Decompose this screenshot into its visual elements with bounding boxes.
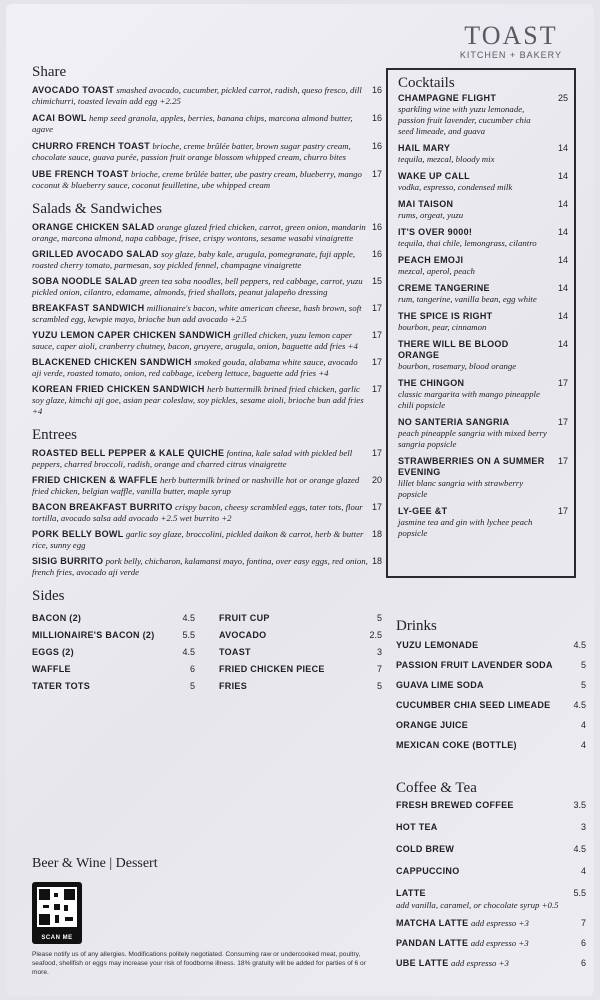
item-price: 17 <box>371 303 382 313</box>
item-price: 17 <box>371 357 382 367</box>
item-desc: add espresso +3 <box>470 938 529 948</box>
cocktail-item <box>398 255 568 277</box>
entrees-list <box>32 448 382 578</box>
item-name: SOBA NOODLE SALAD <box>32 276 138 286</box>
item-name: YUZU LEMONADE <box>396 640 479 650</box>
item-name: PANDAN LATTE <box>396 938 469 948</box>
item-price: 14 <box>557 339 568 349</box>
item-name: CAPPUCCINO <box>396 866 460 876</box>
side-name: BACON (2) <box>32 612 82 623</box>
item-price: 14 <box>557 171 568 181</box>
beer-wine-dessert-heading: Beer & Wine | Dessert <box>32 856 158 871</box>
side-name: MILLIONAIRE'S BACON (2) <box>32 629 155 640</box>
side-price: 4.5 <box>182 612 195 623</box>
side-price: 5.5 <box>182 629 195 640</box>
menu-item <box>32 303 382 325</box>
side-item <box>32 609 195 626</box>
item-name: LATTE <box>396 888 426 898</box>
item-desc: herb buttermilk brined fried chicken, garlic soy glaze, kimchi aji goe, asian pear coleslaw, soy pickles, sesame aioli, brioche bun add fries +4 <box>32 384 364 416</box>
drink-item <box>396 639 586 651</box>
item-name: SISIG BURRITO <box>32 556 104 566</box>
item-price: 15 <box>371 276 382 286</box>
item-name: GUAVA LIME SODA <box>396 680 484 690</box>
side-item <box>219 677 382 694</box>
side-price: 5 <box>376 680 382 691</box>
menu-item <box>32 169 382 191</box>
item-price: 16 <box>371 113 382 123</box>
left-column <box>32 64 382 694</box>
item-desc: jasmine tea and gin with lychee peach popsicle <box>398 517 533 538</box>
item-desc: smoked gouda, alabama white sauce, avocado aji verde, roasted tomato, onion, red cabbage, iceberg lettuce, baguette add fries +4 <box>32 357 358 378</box>
item-price: 17 <box>371 448 382 458</box>
item-name: FRIED CHICKEN & WAFFLE <box>32 475 158 485</box>
item-name: UBE FRENCH TOAST <box>32 169 129 179</box>
menu-item <box>32 529 382 551</box>
item-desc: herb buttermilk brined or nashville hot or orange glazed fried chicken, belgian waffle, vanilla butter, maple syrup <box>32 475 360 496</box>
coffee-section <box>396 780 586 969</box>
scan-me-label: SCAN ME <box>41 935 73 941</box>
item-desc: brioche, creme brûlée batter, ube pastry cream, blueberry, mango coconut & blueberry sauce, coconut feuilletine, ube whipped cream <box>32 169 362 190</box>
item-name: YUZU LEMON CAPER CHICKEN SANDWICH <box>32 330 231 340</box>
item-name: CUCUMBER CHIA SEED LIMEADE <box>396 700 551 710</box>
item-price: 4 <box>580 866 586 876</box>
side-name: FRIES <box>219 680 248 691</box>
item-price: 5 <box>580 660 586 670</box>
item-name: UBE LATTE <box>396 958 449 968</box>
item-desc: hemp seed granola, apples, berries, banana chips, marcona almond butter, agave <box>32 113 353 134</box>
item-desc: millionaire's bacon, white american cheese, hash brown, soft scrambled egg, kewpie mayo, brioche bun add avocado +2.5 <box>32 303 362 324</box>
item-name: CHAMPAGNE FLIGHT <box>398 93 497 103</box>
coffee-item <box>396 957 586 969</box>
side-item <box>32 626 195 643</box>
logo <box>460 22 562 60</box>
item-name: PORK BELLY BOWL <box>32 529 124 539</box>
side-item <box>219 626 382 643</box>
menu-item <box>32 276 382 298</box>
item-price: 17 <box>557 506 568 516</box>
item-price: 14 <box>557 255 568 265</box>
item-desc: pork belly, chicharon, kalamansi mayo, fontina, over easy eggs, red onion, french fries, avocado aji verde <box>32 556 368 577</box>
share-list <box>32 85 382 191</box>
drink-item <box>396 719 586 731</box>
item-name: HOT TEA <box>396 822 438 832</box>
menu-item <box>32 330 382 352</box>
cocktail-item <box>398 171 568 193</box>
item-name: IT'S OVER 9000! <box>398 227 473 237</box>
item-name: HAIL MARY <box>398 143 451 153</box>
item-name: ROASTED BELL PEPPER & KALE QUICHE <box>32 448 225 458</box>
menu-item <box>32 113 382 135</box>
side-name: TATER TOTS <box>32 680 90 691</box>
item-price: 25 <box>557 93 568 103</box>
item-desc: rum, tangerine, vanilla bean, egg white <box>398 294 537 304</box>
coffee-item <box>396 937 586 949</box>
cocktail-item <box>398 339 568 372</box>
coffee-item <box>396 799 586 811</box>
menu-item <box>32 556 382 578</box>
menu-page <box>6 4 594 996</box>
side-name: TOAST <box>219 646 251 657</box>
item-desc: garlic soy glaze, broccolini, pickled daikon & carrot, herb & butter rice, sunny egg <box>32 529 364 550</box>
side-name: AVOCADO <box>219 629 267 640</box>
qr-code-icon <box>37 887 77 927</box>
cocktail-item <box>398 456 568 500</box>
coffee-item <box>396 917 586 929</box>
item-price: 17 <box>371 502 382 512</box>
item-desc: tequila, mezcal, bloody mix <box>398 154 495 164</box>
item-desc: fontina, kale salad with pickled bell peppers, charred broccoli, radish, orange and charred citrus vinaigrette <box>32 448 353 469</box>
item-desc: add espresso +3 <box>451 958 509 968</box>
item-desc: vodka, espresso, condensed milk <box>398 182 513 192</box>
item-name: CREME TANGERINE <box>398 283 490 293</box>
side-price: 5 <box>189 680 195 691</box>
item-name: LY-GEE &T <box>398 506 448 516</box>
item-price: 4.5 <box>573 700 586 710</box>
item-desc: brioche, creme brûlée batter, brown sugar pastry cream, chocolate sauce, guava purée, passion fruit orange blossom whipped cream, churro bites <box>32 141 351 162</box>
section-title-drinks: Drinks <box>396 618 437 634</box>
item-price: 3.5 <box>573 800 586 810</box>
item-price: 3 <box>580 822 586 832</box>
item-price: 17 <box>371 384 382 394</box>
item-name: THE CHINGON <box>398 378 465 388</box>
item-desc: rums, orgeat, yuzu <box>398 210 464 220</box>
side-price: 4.5 <box>182 646 195 657</box>
item-name: PEACH EMOJI <box>398 255 464 265</box>
item-desc: bourbon, rosemary, blood orange <box>398 361 517 371</box>
side-name: FRIED CHICKEN PIECE <box>219 663 325 674</box>
section-title-salads: Salads & Sandwiches <box>32 201 162 217</box>
item-name: CHURRO FRENCH TOAST <box>32 141 151 151</box>
qr-code-button[interactable] <box>32 882 82 944</box>
drink-item <box>396 739 586 751</box>
item-price: 17 <box>371 330 382 340</box>
item-desc: mezcal, aperol, peach <box>398 266 475 276</box>
item-desc: add vanilla, caramel, or chocolate syrup +0.5 <box>396 900 559 910</box>
item-price: 4 <box>580 720 586 730</box>
side-item <box>219 643 382 660</box>
item-price: 17 <box>557 456 568 466</box>
menu-item <box>32 448 382 470</box>
item-desc: lillet blanc sangria with strawberry popsicle <box>398 478 524 499</box>
item-price: 5 <box>580 680 586 690</box>
menu-item <box>32 141 382 163</box>
coffee-item <box>396 821 586 833</box>
item-desc: smashed avocado, cucumber, pickled carrot, radish, queso fresco, dill chimichurri, toasted levain add egg +2.25 <box>32 85 362 106</box>
item-name: ACAI BOWL <box>32 113 87 123</box>
salads-list <box>32 222 382 417</box>
side-price: 6 <box>189 663 195 674</box>
section-title-sides: Sides <box>32 588 65 604</box>
item-name: MATCHA LATTE <box>396 918 469 928</box>
coffee-item <box>396 843 586 855</box>
item-price: 6 <box>580 958 586 968</box>
item-price: 16 <box>371 249 382 259</box>
item-name: MAI TAISON <box>398 199 454 209</box>
item-name: WAKE UP CALL <box>398 171 470 181</box>
coffee-item <box>396 865 586 877</box>
cocktail-item <box>398 227 568 249</box>
cocktail-item <box>398 143 568 165</box>
side-item <box>32 677 195 694</box>
item-desc: classic margarita with mango pineapple chili popsicle <box>398 389 540 410</box>
section-title-cocktails: Cocktails <box>398 75 455 91</box>
cocktail-item <box>398 378 568 411</box>
drinks-section <box>396 618 586 759</box>
cocktail-item <box>398 506 568 539</box>
menu-item <box>32 475 382 497</box>
item-name: KOREAN FRIED CHICKEN SANDWICH <box>32 384 205 394</box>
menu-item <box>32 357 382 379</box>
side-price: 3 <box>376 646 382 657</box>
item-price: 17 <box>371 169 382 179</box>
item-price: 14 <box>557 283 568 293</box>
item-price: 7 <box>580 918 586 928</box>
item-price: 4 <box>580 740 586 750</box>
allergy-notice: Please notify us of any allergies. Modifications politely negotiated. Consuming raw or undercooked meat, poultry, seafood, shellfish or eggs may increase your risk of foodborne illness. 18% gratuity will be added for parties of 6 or more. <box>32 951 366 976</box>
side-price: 7 <box>376 663 382 674</box>
coffee-item <box>396 887 586 911</box>
item-name: ORANGE CHICKEN SALAD <box>32 222 155 232</box>
side-name: WAFFLE <box>32 663 71 674</box>
side-item <box>32 643 195 660</box>
item-desc: add espresso +3 <box>470 918 529 928</box>
drink-item <box>396 679 586 691</box>
side-price: 5 <box>376 612 382 623</box>
item-price: 17 <box>557 417 568 427</box>
item-name: MEXICAN COKE (BOTTLE) <box>396 740 517 750</box>
item-desc: sparkling wine with yuzu lemonade, passion fruit lavender, cucumber chia seed limeade, and guava <box>398 104 531 136</box>
item-price: 20 <box>371 475 382 485</box>
cocktails-box <box>386 68 576 578</box>
item-price: 5.5 <box>573 888 586 898</box>
item-price: 4.5 <box>573 844 586 854</box>
item-price: 14 <box>557 311 568 321</box>
item-name: BREAKFAST SANDWICH <box>32 303 145 313</box>
side-price: 2.5 <box>369 629 382 640</box>
item-name: COLD BREW <box>396 844 455 854</box>
section-title-coffee: Coffee & Tea <box>396 780 477 796</box>
menu-item <box>32 222 382 244</box>
item-price: 16 <box>371 141 382 151</box>
item-desc: orange glazed fried chicken, carrot, green onion, mandarin orange, marcona almond, napa cabbage, frisee, crispy wontons, sesame wasabi vinaigrette <box>32 222 366 243</box>
drink-item <box>396 659 586 671</box>
item-name: THE SPICE IS RIGHT <box>398 311 493 321</box>
logo-name: TOAST <box>464 21 558 50</box>
item-name: FRESH BREWED COFFEE <box>396 800 514 810</box>
menu-item <box>32 249 382 271</box>
item-price: 18 <box>371 529 382 539</box>
cocktail-item <box>398 417 568 450</box>
menu-item <box>32 384 382 417</box>
item-name: PASSION FRUIT LAVENDER SODA <box>396 660 553 670</box>
drink-item <box>396 699 586 711</box>
item-desc: peach pineapple sangria with mixed berry sangria popsicle <box>398 428 547 449</box>
item-name: AVOCADO TOAST <box>32 85 115 95</box>
sides-left <box>32 609 195 694</box>
cocktail-item <box>398 199 568 221</box>
menu-item <box>32 85 382 107</box>
item-name: NO SANTERIA SANGRIA <box>398 417 510 427</box>
item-price: 16 <box>371 85 382 95</box>
item-price: 14 <box>557 227 568 237</box>
sides-right <box>219 609 382 694</box>
item-name: GRILLED AVOCADO SALAD <box>32 249 159 259</box>
item-desc: crispy bacon, cheesy scrambled eggs, tater tots, flour tortilla, avocado salsa add avocado +2.5 wet burrito +2 <box>32 502 363 523</box>
cocktail-item <box>398 311 568 333</box>
item-name: THERE WILL BE BLOOD ORANGE <box>398 339 509 360</box>
item-price: 17 <box>557 378 568 388</box>
side-name: EGGS (2) <box>32 646 74 657</box>
item-price: 14 <box>557 199 568 209</box>
item-name: ORANGE JUICE <box>396 720 469 730</box>
sides-grid <box>32 609 382 694</box>
item-price: 18 <box>371 556 382 566</box>
logo-subtitle: KITCHEN + BAKERY <box>459 50 562 60</box>
menu-item <box>32 502 382 524</box>
side-item <box>32 660 195 677</box>
item-name: BACON BREAKFAST BURRITO <box>32 502 173 512</box>
side-item <box>219 609 382 626</box>
item-desc: tequila, thai chile, lemongrass, cilantro <box>398 238 537 248</box>
item-desc: bourbon, pear, cinnamon <box>398 322 487 332</box>
section-title-entrees: Entrees <box>32 427 77 443</box>
item-price: 4.5 <box>573 640 586 650</box>
item-name: STRAWBERRIES ON A SUMMER EVENING <box>398 456 545 477</box>
side-item <box>219 660 382 677</box>
item-price: 14 <box>557 143 568 153</box>
item-desc: green tea soba noodles, bell peppers, red cabbage, carrot, yuzu pickled onion, cilantro, edamame, almonds, fried shallots, peanut jalapeño dressing <box>32 276 363 297</box>
cocktail-item <box>398 283 568 305</box>
item-desc: grilled chicken, yuzu lemon caper sauce, caper aioli, cranberry chutney, bacon, gruyere, arugula, onion, baguette add fries +4 <box>32 330 358 351</box>
side-name: FRUIT CUP <box>219 612 270 623</box>
section-title-share: Share <box>32 64 67 80</box>
item-desc: soy glaze, baby kale, arugula, pomegranate, fuji apple, roasted cherry tomato, parmesan, soy pickled fennel, champagne vinaigrette <box>32 249 356 270</box>
item-price: 6 <box>580 938 586 948</box>
item-price: 16 <box>371 222 382 232</box>
cocktail-item <box>398 93 568 137</box>
item-name: BLACKENED CHICKEN SANDWICH <box>32 357 192 367</box>
